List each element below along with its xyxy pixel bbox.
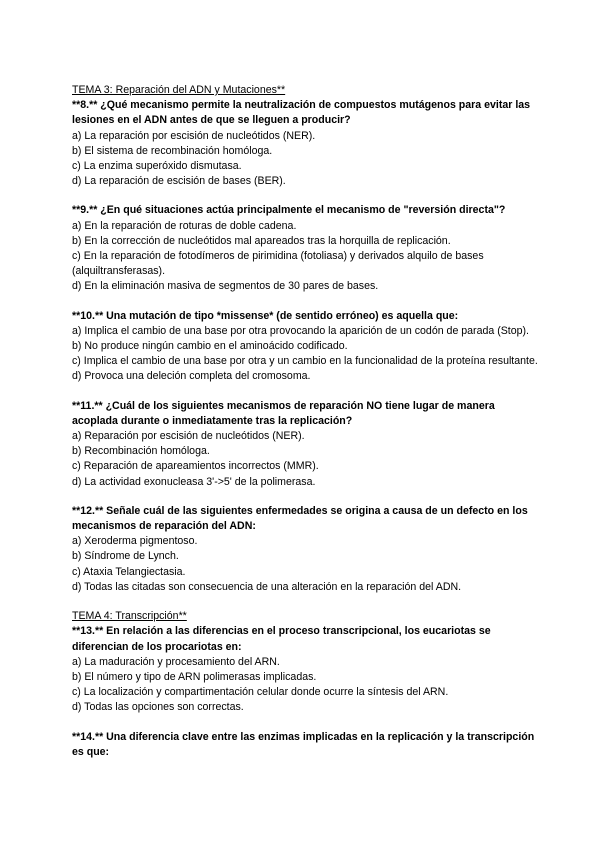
question-stem: **8.** ¿Qué mecanismo permite la neutralización de compuestos mutágenos para evitar las lesiones en el ADN antes de que se lleguen a producir? <box>72 99 531 127</box>
answer-option: b) En la corrección de nucleótidos mal apareados tras la horquilla de replicación. <box>72 234 451 247</box>
answer-option: d) Todas las citadas son consecuencia de una alteración en la reparación del ADN. <box>72 580 462 593</box>
question-stem: **12.** Señale cuál de las siguientes enfermedades se origina a causa de un defecto en los mecanismos de reparación del ADN: <box>72 504 528 533</box>
answer-option: d) La reparación de escisión de bases (BER). <box>72 175 286 188</box>
question-block <box>72 504 542 595</box>
answer-option: d) Provoca una deleción completa del cromosoma. <box>72 370 311 383</box>
answer-option: c) Reparación de apareamientos incorrectos (MMR). <box>72 460 319 473</box>
answer-option: b) El sistema de recombinación homóloga. <box>72 144 273 157</box>
section-title: TEMA 4: Transcripción** <box>72 610 187 623</box>
document-page <box>72 83 542 760</box>
question-block <box>72 98 542 189</box>
answer-option: d) La actividad exonucleasa 3'->5' de la polimerasa. <box>72 475 316 488</box>
answer-option: b) No produce ningún cambio en el aminoácido codificado. <box>72 340 348 353</box>
answer-option: b) Síndrome de Lynch. <box>72 550 179 563</box>
answer-option: a) Reparación por escisión de nucleótidos (NER). <box>72 430 305 443</box>
answer-option: c) Ataxia Telangiectasia. <box>72 565 186 578</box>
answer-option: c) Implica el cambio de una base por otra y un cambio en la funcionalidad de la proteína resultante. <box>72 355 538 368</box>
question-block <box>72 624 542 715</box>
answer-option: a) Xeroderma pigmentoso. <box>72 535 198 548</box>
section-title: TEMA 3: Reparación del ADN y Mutaciones** <box>72 84 286 96</box>
answer-option: c) En la reparación de fotodímeros de pirimidina (fotoliasa) y derivados alquilo de bases (alquiltransferasas). <box>72 250 484 278</box>
answer-option: b) El número y tipo de ARN polimerasas implicadas. <box>72 670 317 683</box>
answer-option: d) Todas las opciones son correctas. <box>72 701 244 714</box>
question-block <box>72 203 542 294</box>
question-stem: **11.** ¿Cuál de los siguientes mecanismos de reparación NO tiene lugar de manera acoplada durante o inmediatamente tras la replicación? <box>72 399 495 427</box>
question-block <box>72 309 542 385</box>
question-stem: **13.** En relación a las diferencias en el proceso transcripcional, los eucariotas se diferencian de los procariotas en: <box>72 625 491 653</box>
answer-option: c) La enzima superóxido dismutasa. <box>72 160 242 173</box>
answer-option: d) En la eliminación masiva de segmentos de 30 pares de bases. <box>72 280 379 293</box>
answer-option: c) La localización y compartimentación celular donde ocurre la síntesis del ARN. <box>72 686 449 699</box>
question-stem: **9.** ¿En qué situaciones actúa principalmente el mecanismo de "reversión directa"? <box>72 204 506 217</box>
question-stem: **14.** Una diferencia clave entre las enzimas implicadas en la replicación y la transcripción es que: <box>72 730 535 758</box>
answer-option: a) La reparación por escisión de nucleótidos (NER). <box>72 129 316 142</box>
answer-option: a) En la reparación de roturas de doble cadena. <box>72 219 297 232</box>
question-stem: **10.** Una mutación de tipo *missense* (de sentido erróneo) es aquella que: <box>72 309 459 322</box>
question-block <box>72 730 542 760</box>
answer-option: a) Implica el cambio de una base por otra provocando la aparición de un codón de parada (Stop). <box>72 324 529 337</box>
question-block <box>72 399 542 490</box>
answer-option: a) La maduración y procesamiento del ARN. <box>72 655 280 668</box>
answer-option: b) Recombinación homóloga. <box>72 445 210 458</box>
